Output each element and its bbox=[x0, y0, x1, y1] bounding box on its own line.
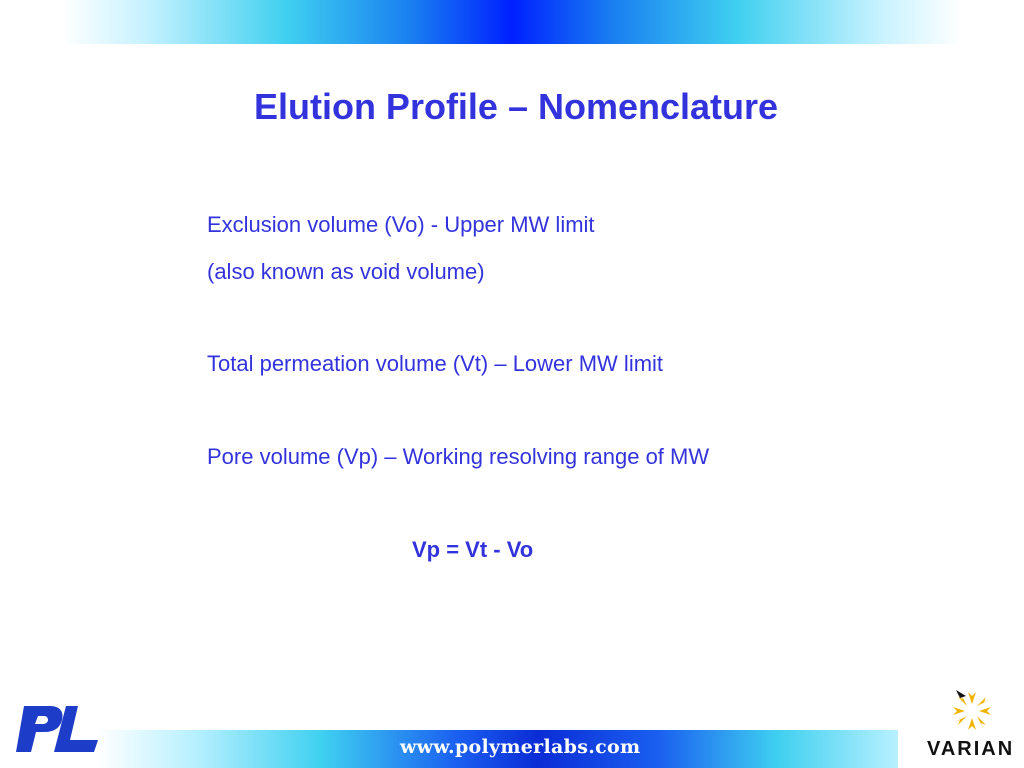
varian-logo-text: VARIAN bbox=[927, 738, 1015, 760]
pore-volume-line: Pore volume (Vp) – Working resolving range of MW bbox=[207, 444, 710, 469]
formula: Vp = Vt - Vo bbox=[412, 537, 534, 562]
top-gradient-band bbox=[0, 0, 1024, 44]
void-volume-note: (also known as void volume) bbox=[207, 259, 485, 284]
website-url: www.polymerlabs.com bbox=[400, 736, 641, 758]
exclusion-volume-line: Exclusion volume (Vo) - Upper MW limit bbox=[207, 212, 595, 237]
varian-star-icon bbox=[948, 688, 996, 734]
slide-title: Elution Profile – Nomenclature bbox=[253, 86, 779, 127]
total-permeation-line: Total permeation volume (Vt) – Lower MW limit bbox=[207, 351, 664, 376]
pl-logo-icon bbox=[14, 702, 100, 756]
